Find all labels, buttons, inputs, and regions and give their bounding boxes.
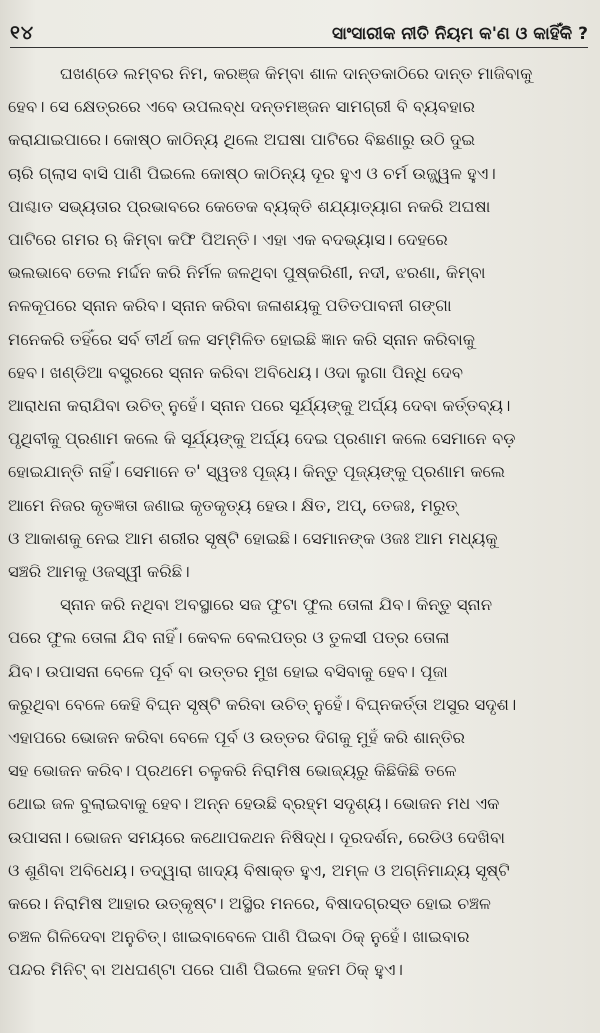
text-line: ପାଶ୍ଚାତ ସଭ୍ୟତାର ପ୍ରଭାବରେ କେତେକ ବ୍ୟକ୍ତି ଶଯ୍ୟାତ୍ୟାଗ ନକରି ଅଘଷା xyxy=(8,196,491,216)
paragraph-2 xyxy=(8,588,590,986)
text-line: ଚାରି ଗ୍ଲାସ ବାସି ପାଣି ପିଇଲେ କୋଷ୍ଠ କାଠିନ୍ୟ ଦୂର ହୁଏ ଓ ଚର୍ମ ଉଜ୍ଜ୍ୱଳ ହୁଏ। xyxy=(8,163,496,183)
text-line: ଏହାପରେ ଭୋଜନ କରିବା ବେଳେ ପୂର୍ବ ଓ ଉତ୍ତର ଦିଗକୁ ମୁହଁ କରି ଶାନ୍ତିର xyxy=(8,728,466,748)
page-number: ୧୪ xyxy=(10,22,35,44)
text-line: ସଞ୍ଚରି ଆମକୁ ଓଜସ୍ୱୀ କରିଛି। xyxy=(8,562,190,582)
text-line: ଆମେ ନିଜର କୃତଜ୍ଞତା ଜଣାଇ କୃତକୃତ୍ୟ ହେଉ। କ୍ଷିତ, ଅପ୍, ତେଜଃ, ମରୁତ୍ xyxy=(8,495,458,515)
text-line: ଓ ଶୁଣିବା ଅବିଧେୟ। ତଦ୍ୱାରା ଖାଦ୍ୟ ବିଷାକ୍ତ ହୁଏ, ଅମ୍ଳ ଓ ଅଗ୍ନିମାନ୍ଦ୍ୟ ସୃଷ୍ଟି xyxy=(8,860,510,880)
text-line: ମନେକରି ତହିଁରେ ସର୍ବ ତୀର୍ଥ ଜଳ ସମ୍ମିଳିତ ହୋଇଛି ଜ୍ଞାନ କରି ସ୍ନାନ କରିବାକୁ xyxy=(8,329,475,349)
text-line: ପରେ ଫୁଲ ତୋଳା ଯିବ ନାହିଁ। କେବଳ ବେଲପତ୍ର ଓ ତୁଳସୀ ପତ୍ର ତୋଳା xyxy=(8,628,450,648)
text-line: ପୃଥିବୀକୁ ପ୍ରଣାମ କଲେ କି ସୂର୍ଯ୍ୟଙ୍କୁ ଅର୍ଘ୍ୟ ଦେଇ ପ୍ରଣାମ କଲେ ସେମାନେ ବଡ଼ xyxy=(8,429,516,449)
text-line: ପାଟିରେ ଗମର ଋ କିମ୍ବା କଫି ପିଅନ୍ତି। ଏହା ଏକ ବଦଭ୍ୟାସ। ଦେହରେ xyxy=(8,230,448,250)
text-line: ଓ ଆକାଶକୁ ନେଇ ଆମ ଶରୀର ସୃଷ୍ଟି ହୋଇଛି। ସେମାନଙ୍କ ଓଜଃ ଆମ ମଧ୍ୟକୁ xyxy=(8,528,498,548)
text-line: ହେବ। ସେ କ୍ଷେତ୍ରରେ ଏବେ ଉପଲବ୍ଧ ଦନ୍ତମଞ୍ଜନ ସାମଗ୍ରୀ ବି ବ୍ୟବହାର xyxy=(8,97,475,117)
text-line: ଉପାସନା। ଭୋଜନ ସମୟରେ କଥୋପକଥନ ନିଷିଦ୍ଧ। ଦୂରଦର୍ଶନ, ରେଡିଓ ଦେଖିବା xyxy=(8,827,506,847)
text-line: ଆରାଧନା କରାଯିବା ଉଚିତ୍ ନୁହେଁ। ସ୍ନାନ ପରେ ସୂର୍ଯ୍ୟଙ୍କୁ ଅର୍ଘ୍ୟ ଦେବା କର୍ତ୍ତବ୍ୟ। xyxy=(8,396,511,416)
text-line: କରେ। ନିରାମିଷ ଆହାର ଉତ୍କୃଷ୍ଟ। ଅସ୍ଥିର ମନରେ, ବିଷାଦଗ୍ରସ୍ତ ହୋଇ ଚଞ୍ଚଳ xyxy=(8,894,491,914)
text-line: ଭଲଭାବେ ତେଲ ମର୍ଦ୍ଦନ କରି ନିର୍ମଳ ଜଳଥିବା ପୁଷ୍କରିଣୀ, ନଦୀ, ଝରଣା, କିମ୍ବା xyxy=(8,263,486,283)
page-header xyxy=(10,14,588,48)
text-line: ହୋଇଯାନ୍ତି ନାହିଁ। ସେମାନେ ତ' ସ୍ୱତଃ ପୂଜ୍ୟ। କିନ୍ତୁ ପୂଜ୍ୟଙ୍କୁ ପ୍ରଣାମ କଲେ xyxy=(8,462,506,482)
text-line: ସ୍ନାନ କରି ନଥିବା ଅବସ୍ଥାରେ ସଜ ଫୁଟା ଫୁଲ ତୋଳା ଯିବ। କିନ୍ତୁ ସ୍ନାନ xyxy=(60,595,493,615)
text-line: ପନ୍ଦର ମିନିଟ୍ ବା ଅଧଘଣ୍ଟା ପରେ ପାଣି ପିଇଲେ ହଜମ ଠିକ୍ ହୁଏ। xyxy=(8,960,403,980)
text-line: କରାଯାଇପାରେ। କୋଷ୍ଠ କାଠିନ୍ୟ ଥିଲେ ଅଘଷା ପାଟିରେ ବିଛଣାରୁ ଉଠି ଦୁଇ xyxy=(8,130,476,150)
text-line: କରୁଥିବା ବେଳେ କେହି ବିଘ୍ନ ସୃଷ୍ଟି କରିବା ଉଚିତ୍ ନୁହେଁ। ବିଘ୍ନକର୍ତ୍ତା ଅସୁର ସଦୃଶ। xyxy=(8,694,517,714)
body-text xyxy=(8,57,590,987)
text-line: ହେବ। ଖଣ୍ଡିଆ ବସ୍ତ୍ରରେ ସ୍ନାନ କରିବା ଅବିଧେୟ। ଓଦା ଲୁଗା ପିନ୍ଧି ଦେବ xyxy=(8,362,463,382)
text-line: ଘଖଣ୍ଡେ ଲମ୍ବର ନିମ, କରଞ୍ଜ କିମ୍ବା ଶାଳ ଦାନ୍ତକାଠିରେ ଦାନ୍ତ ମାଜିବାକୁ xyxy=(60,64,533,83)
text-line: ଥୋଇ ଜଳ ବୁଲାଇବାକୁ ହେବ। ଅନ୍ନ ହେଉଛି ବ୍ରହ୍ମ ସଦୃଶ୍ୟ। ଭୋଜନ ମଧ ଏକ xyxy=(8,794,500,814)
text-line: ସହ ଭୋଜନ କରିବ। ପ୍ରଥମେ ଚଳୁକରି ନିରାମିଷ ଭୋଜ୍ୟରୁ କିଛିକିଛି ତଳେ xyxy=(8,761,457,781)
text-line: ଚଞ୍ଚଳ ଗିଳିଦେବା ଅନୁଚିତ୍। ଖାଇବାବେଳେ ପାଣି ପିଇବା ଠିକ୍ ନୁହେଁ। ଖାଇବାର xyxy=(8,927,470,947)
running-title: ସାଂସାରୀକ ନୀତି ନିୟମ କ'ଣ ଓ କାହିଁକି ? xyxy=(331,24,588,44)
text-line: ନଳକୂପରେ ସ୍ନାନ କରିବ। ସ୍ନାନ କରିବା ଜଳାଶୟକୁ ପତିତପାବନୀ ଗଙ୍ଗା xyxy=(8,296,452,316)
text-line: ଯିବ। ଉପାସନା ବେଳେ ପୂର୍ବ ବା ଉତ୍ତର ମୁଖ ହୋଇ ବସିବାକୁ ହେବ। ପୂଜା xyxy=(8,661,448,681)
paragraph-1 xyxy=(8,57,590,588)
